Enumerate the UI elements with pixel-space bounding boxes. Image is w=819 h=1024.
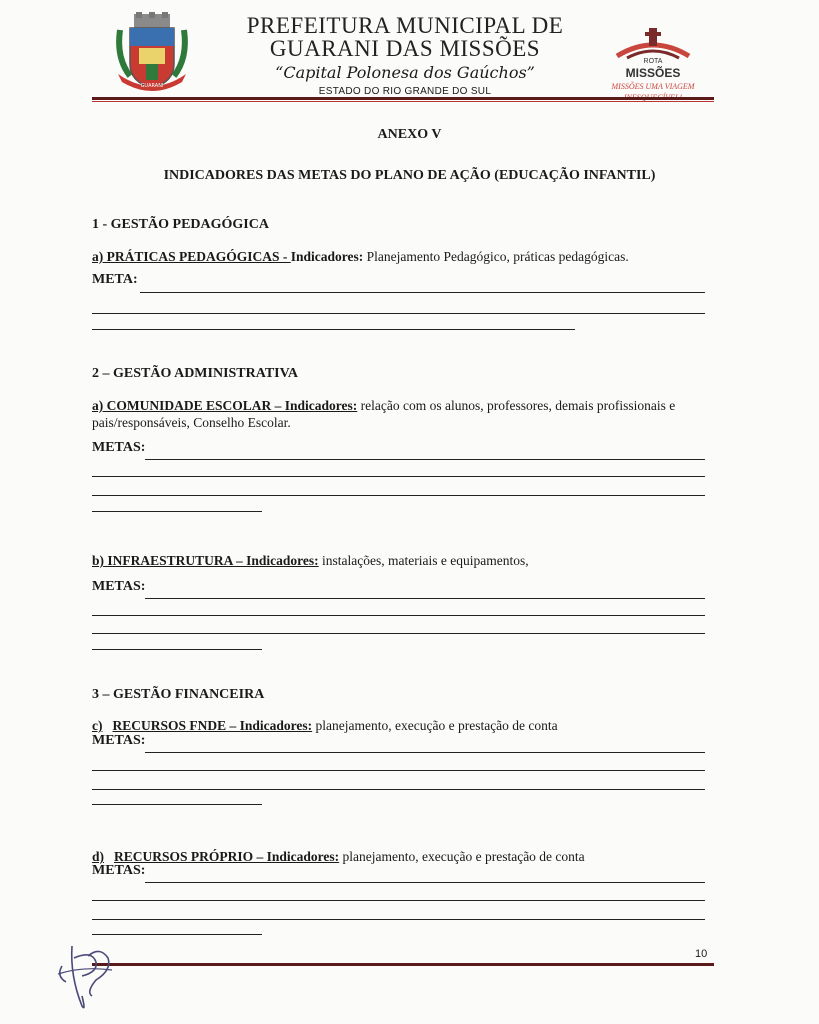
fill-line: [92, 313, 705, 314]
header-motto: “Capital Polonesa dos Gaúchos”: [275, 63, 535, 82]
fill-line: [92, 495, 705, 496]
item-text: instalações, materiais e equipamentos,: [318, 553, 529, 568]
header-title-line2: GUARANI DAS MISSÕES: [269, 36, 541, 61]
metas-label: METAS:: [92, 440, 146, 455]
header-rule-accent: [92, 101, 714, 102]
metas-label: METAS:: [92, 579, 146, 594]
fill-line: [92, 770, 705, 771]
fill-line: [92, 329, 575, 330]
section-1-title: 1 - GESTÃO PEDAGÓGICA: [92, 217, 269, 232]
fill-line: [92, 900, 705, 901]
fill-line: [140, 292, 705, 293]
fill-line: [92, 919, 705, 920]
rota-missoes-word: MISSÕES: [625, 66, 681, 80]
item-recursos-fnde: [92, 717, 717, 734]
item-text: Planejamento Pedagógico, práticas pedagógicas.: [363, 249, 629, 264]
item-label: RECURSOS PRÓPRIO – Indicadores:: [114, 849, 340, 864]
municipal-crest-icon: [112, 12, 192, 94]
item-number: d): [92, 849, 105, 864]
page-number: 10: [695, 948, 708, 960]
item-label: b) INFRAESTRUTURA – Indicadores:: [92, 553, 319, 568]
item-indicator-label: Indicadores:: [290, 249, 364, 264]
fill-line: [145, 598, 705, 599]
fill-line: [92, 476, 705, 477]
fill-line: [92, 789, 705, 790]
item-text: planejamento, execução e prestação de conta: [312, 718, 558, 733]
fill-line: [145, 459, 705, 460]
annex-title: ANEXO V: [377, 127, 442, 142]
fill-line: [92, 633, 705, 634]
metas-label: METAS:: [92, 863, 146, 878]
handwritten-signature: [52, 936, 122, 1012]
item-label: a) COMUNIDADE ESCOLAR – Indicadores:: [92, 398, 358, 413]
rota-missoes-logo: [598, 26, 708, 106]
item-label: RECURSOS FNDE – Indicadores:: [112, 718, 313, 733]
item-number: c): [92, 718, 103, 733]
section-2-title: 2 – GESTÃO ADMINISTRATIVA: [92, 366, 299, 381]
item-text: relação com os alunos, professores, demais profissionais e pais/responsáveis, Conselho Escolar.: [92, 398, 676, 430]
rota-tagline-1: MISSÕES UMA VIAGEM: [611, 82, 695, 91]
rota-word: ROTA: [643, 58, 663, 64]
fill-line: [92, 511, 262, 512]
footer-rule: [92, 963, 714, 966]
fill-line: [145, 882, 705, 883]
fill-line: [92, 615, 705, 616]
item-infraestrutura: [92, 552, 717, 569]
meta-label: META:: [92, 272, 138, 287]
fill-line: [92, 934, 262, 935]
item-praticas-pedagogicas: [92, 248, 717, 265]
fill-line: [92, 804, 262, 805]
header-title-line1: PREFEITURA MUNICIPAL DE: [246, 13, 564, 38]
fill-line: [145, 752, 705, 753]
header-text-block: [210, 14, 600, 97]
metas-label: METAS:: [92, 733, 146, 748]
item-text: planejamento, execução e prestação de conta: [339, 849, 585, 864]
item-label: a) PRÁTICAS PEDAGÓGICAS -: [92, 249, 291, 264]
svg-text:GUARANI: GUARANI: [140, 83, 164, 89]
document-subtitle: INDICADORES DAS METAS DO PLANO DE AÇÃO (EDUCAÇÃO INFANTIL): [163, 168, 656, 183]
section-3-title: 3 – GESTÃO FINANCEIRA: [92, 687, 265, 702]
fill-line: [92, 649, 262, 650]
header-state: ESTADO DO RIO GRANDE DO SUL: [318, 86, 492, 97]
item-recursos-proprio: [92, 848, 717, 865]
header-rule: [92, 97, 714, 100]
item-comunidade-escolar: [92, 397, 717, 431]
rota-missoes-emblem-icon: [613, 26, 693, 64]
